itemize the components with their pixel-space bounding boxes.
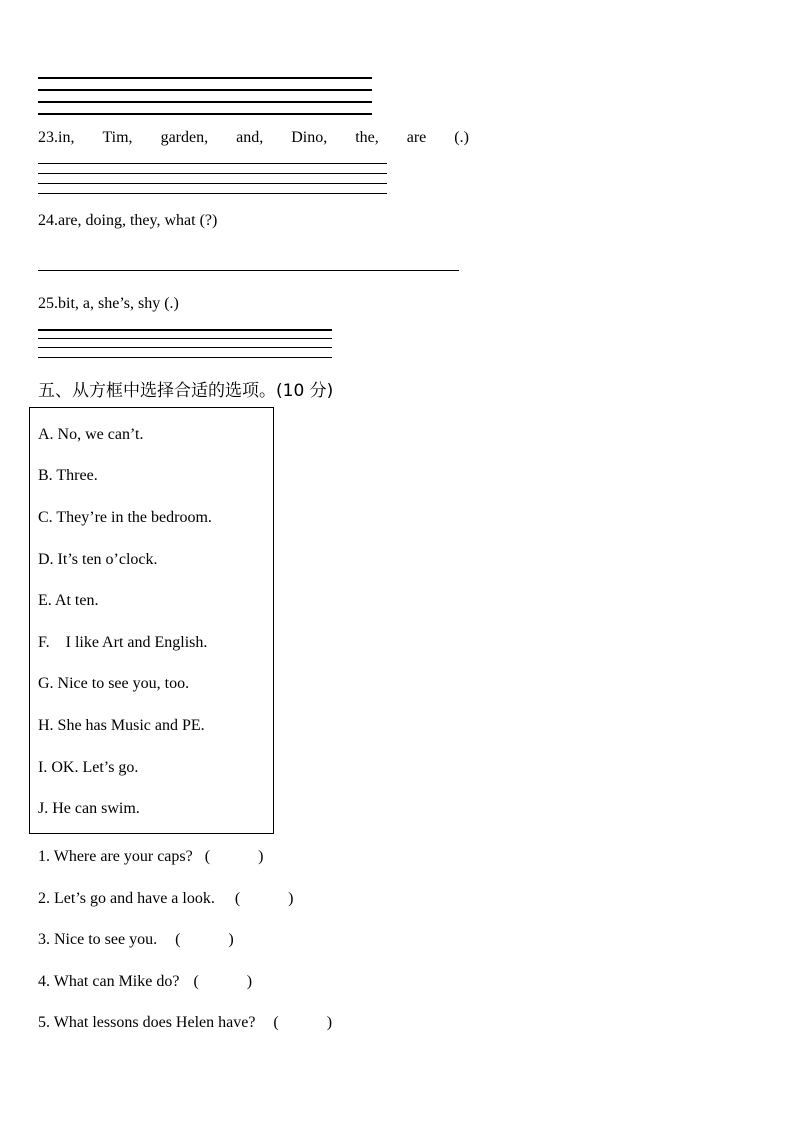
question-23-word: and,: [236, 129, 264, 146]
writing-line: [38, 163, 387, 164]
writing-line: [38, 101, 372, 103]
question-23-word: garden,: [160, 129, 209, 146]
question-1: [38, 848, 263, 866]
question-23-word: the,: [355, 129, 379, 146]
writing-line: [38, 173, 387, 174]
question-text: 3. Nice to see you.: [38, 931, 158, 948]
answer-blank[interactable]: ( ): [204, 848, 264, 865]
option-c: C. They’re in the bedroom.: [38, 509, 212, 526]
option-d: D. It’s ten o’clock.: [38, 551, 158, 568]
question-25: 25.bit, a, she’s, shy (.): [38, 295, 179, 312]
option-g: G. Nice to see you, too.: [38, 675, 190, 692]
writing-line: [38, 338, 332, 339]
writing-line: [38, 357, 332, 358]
question-23-word: Dino,: [291, 129, 328, 146]
writing-line: [38, 183, 387, 184]
question-3: [38, 931, 234, 949]
answer-blank[interactable]: ( ): [273, 1014, 333, 1031]
question-23-word: Tim,: [102, 129, 133, 146]
question-2: [38, 890, 294, 908]
question-text: 4. What can Mike do?: [38, 973, 180, 990]
writing-line: [38, 113, 372, 115]
option-b: B. Three.: [38, 467, 98, 484]
writing-line: [38, 193, 387, 194]
section-title: 五、从方框中选择合适的选项。(10 分): [38, 381, 334, 401]
option-e: E. At ten.: [38, 592, 99, 609]
option-f: F. I like Art and English.: [38, 634, 208, 651]
writing-line: [38, 347, 332, 348]
answer-line[interactable]: [38, 270, 459, 271]
question-text: 2. Let’s go and have a look.: [38, 890, 215, 907]
question-text: 1. Where are your caps?: [38, 848, 193, 865]
option-j: J. He can swim.: [38, 800, 140, 817]
question-23-word: (.): [454, 129, 469, 146]
writing-line: [38, 77, 372, 79]
answer-blank[interactable]: ( ): [234, 890, 294, 907]
question-5: [38, 1014, 332, 1032]
question-4: [38, 973, 252, 991]
answer-blank[interactable]: ( ): [193, 973, 253, 990]
answer-blank[interactable]: ( ): [175, 931, 234, 948]
option-h: H. She has Music and PE.: [38, 717, 205, 734]
option-i: I. OK. Let’s go.: [38, 759, 139, 776]
question-24: 24.are, doing, they, what (?): [38, 212, 218, 229]
question-23-word: are: [406, 129, 427, 146]
question-23-word: 23.in,: [38, 129, 75, 146]
option-a: A. No, we can’t.: [38, 426, 144, 443]
writing-line: [38, 329, 332, 331]
question-23: [38, 129, 469, 147]
writing-line: [38, 89, 372, 91]
question-text: 5. What lessons does Helen have?: [38, 1014, 256, 1031]
